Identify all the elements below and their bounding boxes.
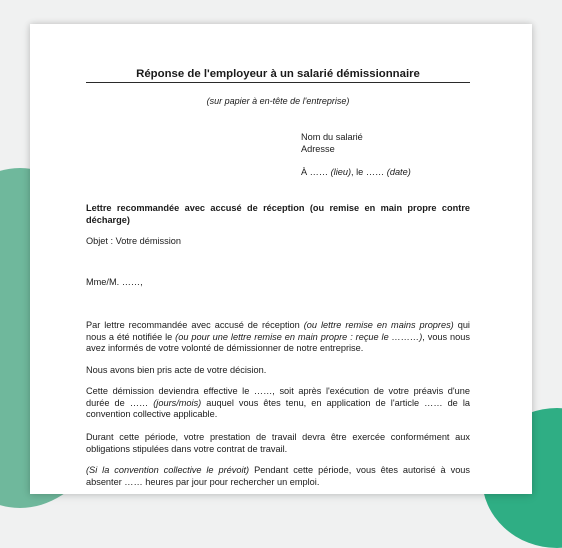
p3-text-a: Cette démission deviendra effective le ……, soit après l'exécution de votre préavis d'une durée de …… xyxy=(86,386,470,408)
salutation: Mme/M. ……, xyxy=(86,277,143,287)
date-placeholder: (date) xyxy=(386,167,411,177)
p1-text-b: (ou lettre remise en mains propres) xyxy=(303,320,454,330)
place-date-line xyxy=(301,167,411,177)
recipient-address: Adresse xyxy=(301,144,335,154)
letter-sheet xyxy=(30,24,532,494)
paragraph-notice-period xyxy=(86,386,470,421)
delivery-mode: Lettre recommandée avec accusé de réception (ou remise en main propre contre décharge) xyxy=(86,203,470,225)
p1-text-e: , vous nous avez informés de votre volonté de démissionner de notre entreprise. xyxy=(86,331,470,354)
place-prefix: À …… xyxy=(301,167,331,177)
place-placeholder: (lieu) xyxy=(330,167,352,177)
p1-text-d: (ou pour une lettre remise en main propre : reçue le ………) xyxy=(175,331,423,342)
recipient-block xyxy=(301,131,363,155)
paragraph-notification xyxy=(86,320,470,355)
letter-title: Réponse de l'employeur à un salarié démissionnaire xyxy=(86,68,470,83)
paragraph-acknowledgement: Nous avons bien pris acte de votre décision. xyxy=(86,365,267,375)
p1-text-c: qui nous a été notifiée le xyxy=(86,320,470,342)
recipient-name: Nom du salarié xyxy=(301,132,363,142)
date-prefix: , le …… xyxy=(351,167,387,177)
paragraph-obligations: Durant cette période, votre prestation de travail devra être exercée conformément aux obligations stipulées dans votre contrat de travail. xyxy=(86,432,470,454)
p1-text-a: Par lettre recommandée avec accusé de réception xyxy=(86,320,304,330)
letter-object: Objet : Votre démission xyxy=(86,236,181,246)
p3-text-c: auquel vous êtes tenu, en application de l'article …… de la convention collective applicable. xyxy=(86,397,470,420)
p5-text-a: (Si la convention collective le prévoit) xyxy=(86,465,250,475)
p5-text-b: Pendant cette période, vous êtes autorisé à vous absenter …… heures par jour pour rechercher un emploi. xyxy=(86,465,471,487)
paragraph-job-search xyxy=(86,465,470,488)
letter-subtitle: (sur papier à en-tête de l'entreprise) xyxy=(206,96,350,106)
p3-text-b: (jours/mois) xyxy=(153,397,202,408)
